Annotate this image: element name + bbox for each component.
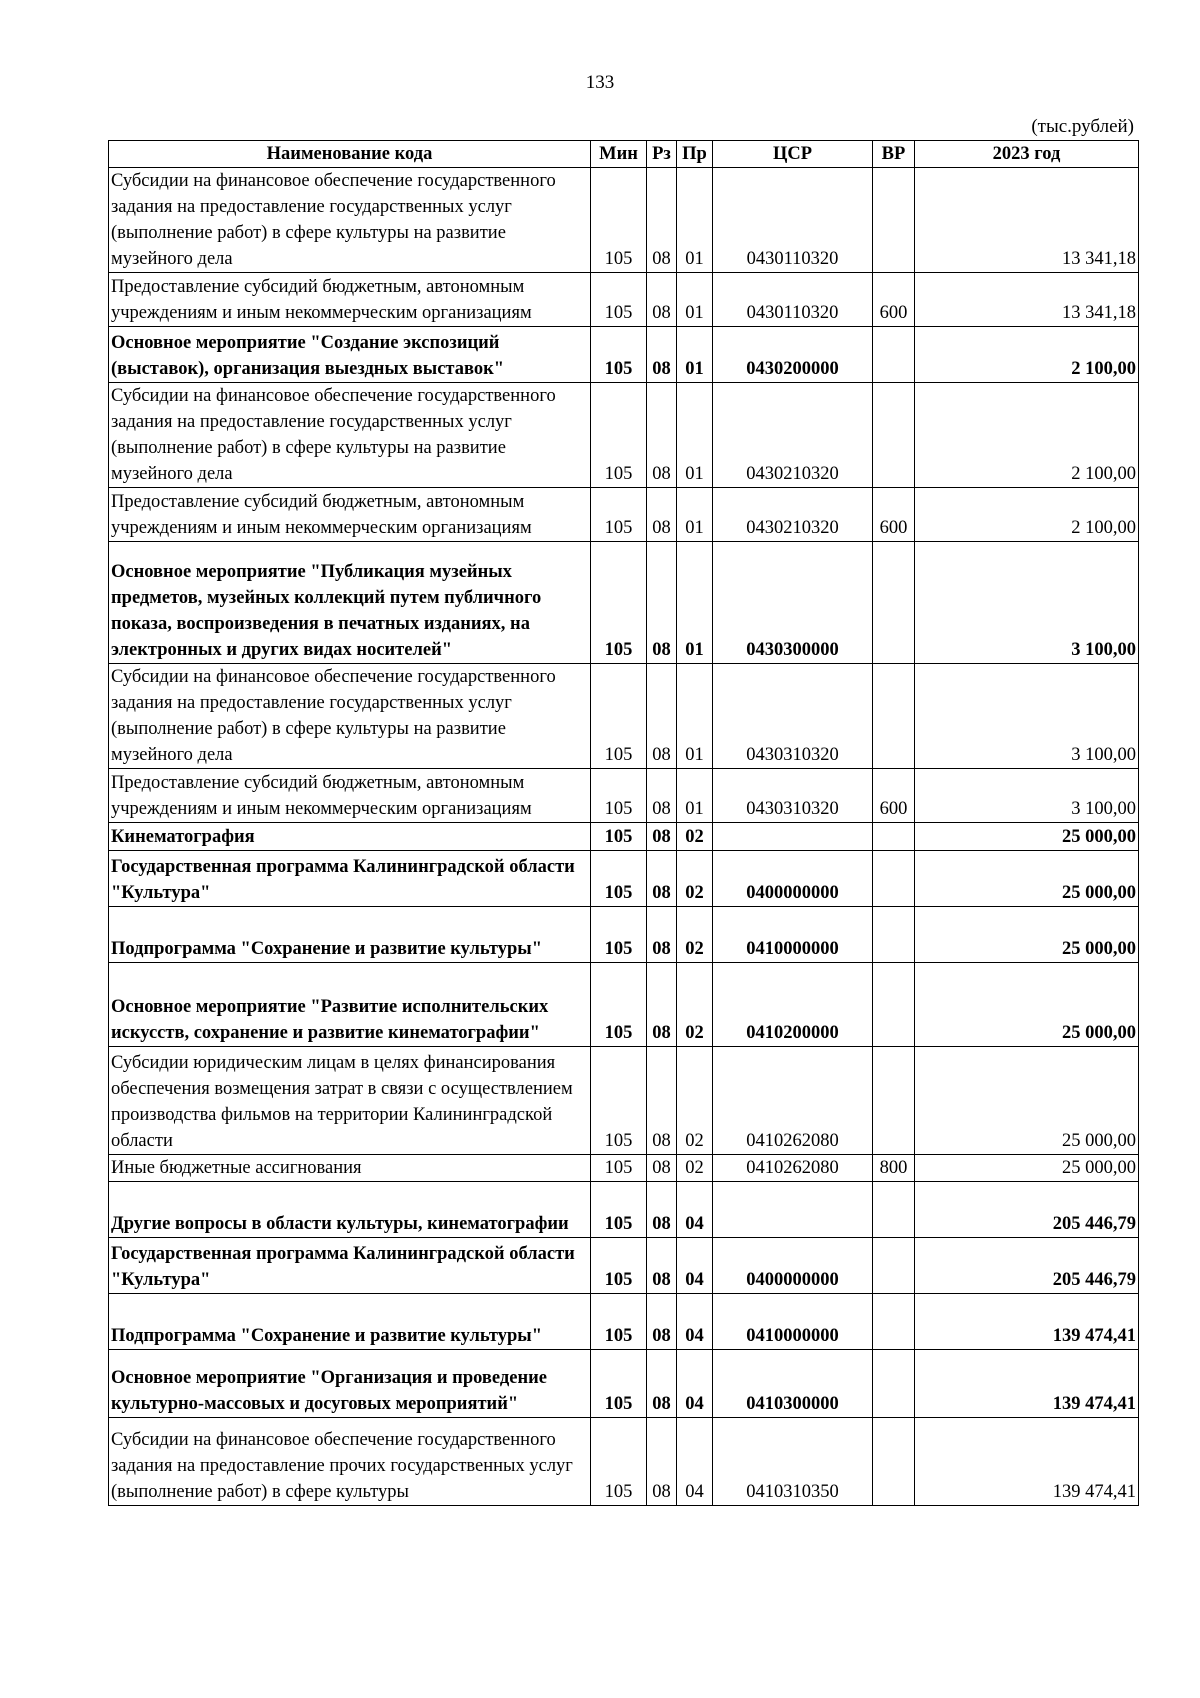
cell-vr bbox=[873, 383, 915, 488]
cell-pr: 01 bbox=[677, 273, 713, 327]
cell-rz: 08 bbox=[647, 327, 677, 383]
cell-rz: 08 bbox=[647, 168, 677, 273]
table-row bbox=[109, 1418, 1139, 1506]
cell-pr: 02 bbox=[677, 1155, 713, 1182]
cell-rz: 08 bbox=[647, 851, 677, 907]
table-row bbox=[109, 542, 1139, 664]
cell-rz: 08 bbox=[647, 664, 677, 769]
cell-vr bbox=[873, 1294, 915, 1350]
cell-min: 105 bbox=[591, 488, 647, 542]
cell-vr bbox=[873, 1182, 915, 1238]
cell-vr bbox=[873, 963, 915, 1047]
cell-min: 105 bbox=[591, 542, 647, 664]
cell-pr: 01 bbox=[677, 769, 713, 823]
cell-min: 105 bbox=[591, 664, 647, 769]
cell-amount: 3 100,00 bbox=[915, 664, 1139, 769]
cell-pr: 04 bbox=[677, 1350, 713, 1418]
cell-vr bbox=[873, 1238, 915, 1294]
table-row bbox=[109, 383, 1139, 488]
header-pr: Пр bbox=[677, 141, 713, 168]
cell-name: Предоставление субсидий бюджетным, автономным учреждениям и иным некоммерческим организациям bbox=[109, 488, 591, 542]
cell-rz: 08 bbox=[647, 963, 677, 1047]
cell-csr: 0430300000 bbox=[713, 542, 873, 664]
cell-rz: 08 bbox=[647, 383, 677, 488]
cell-min: 105 bbox=[591, 1418, 647, 1506]
header-min: Мин bbox=[591, 141, 647, 168]
cell-name: Субсидии юридическим лицам в целях финансирования обеспечения возмещения затрат в связи с осуществлением производства фильмов на территории Калининградской области bbox=[109, 1047, 591, 1155]
cell-pr: 01 bbox=[677, 383, 713, 488]
cell-vr bbox=[873, 823, 915, 851]
table-row bbox=[109, 1182, 1139, 1238]
cell-name: Субсидии на финансовое обеспечение государственного задания на предоставление государственных услуг (выполнение работ) в сфере культуры на развитие музейного дела bbox=[109, 168, 591, 273]
cell-amount: 13 341,18 bbox=[915, 168, 1139, 273]
table-row bbox=[109, 1350, 1139, 1418]
cell-pr: 04 bbox=[677, 1294, 713, 1350]
cell-vr bbox=[873, 907, 915, 963]
cell-vr bbox=[873, 1350, 915, 1418]
table-row bbox=[109, 769, 1139, 823]
cell-vr bbox=[873, 851, 915, 907]
cell-amount: 205 446,79 bbox=[915, 1238, 1139, 1294]
cell-csr: 0410310350 bbox=[713, 1418, 873, 1506]
cell-rz: 08 bbox=[647, 1418, 677, 1506]
cell-csr: 0410262080 bbox=[713, 1047, 873, 1155]
cell-min: 105 bbox=[591, 168, 647, 273]
page-number: 133 bbox=[585, 72, 615, 93]
cell-amount: 2 100,00 bbox=[915, 327, 1139, 383]
cell-amount: 139 474,41 bbox=[915, 1294, 1139, 1350]
cell-csr: 0430210320 bbox=[713, 383, 873, 488]
cell-pr: 02 bbox=[677, 1047, 713, 1155]
cell-csr: 0430110320 bbox=[713, 168, 873, 273]
cell-name: Кинематография bbox=[109, 823, 591, 851]
cell-min: 105 bbox=[591, 1238, 647, 1294]
cell-name: Субсидии на финансовое обеспечение государственного задания на предоставление государственных услуг (выполнение работ) в сфере культуры на развитие музейного дела bbox=[109, 383, 591, 488]
cell-name: Другие вопросы в области культуры, кинематографии bbox=[109, 1182, 591, 1238]
cell-vr: 600 bbox=[873, 273, 915, 327]
cell-name: Предоставление субсидий бюджетным, автономным учреждениям и иным некоммерческим организациям bbox=[109, 769, 591, 823]
table-row bbox=[109, 851, 1139, 907]
cell-csr: 0430210320 bbox=[713, 488, 873, 542]
cell-csr: 0430310320 bbox=[713, 769, 873, 823]
header-amount: 2023 год bbox=[915, 141, 1139, 168]
table-row bbox=[109, 1238, 1139, 1294]
cell-amount: 139 474,41 bbox=[915, 1350, 1139, 1418]
cell-rz: 08 bbox=[647, 1294, 677, 1350]
table-row bbox=[109, 1294, 1139, 1350]
cell-amount: 25 000,00 bbox=[915, 851, 1139, 907]
cell-csr: 0410262080 bbox=[713, 1155, 873, 1182]
cell-rz: 08 bbox=[647, 1182, 677, 1238]
cell-csr: 0410000000 bbox=[713, 907, 873, 963]
header-vr: ВР bbox=[873, 141, 915, 168]
cell-vr bbox=[873, 327, 915, 383]
cell-min: 105 bbox=[591, 1294, 647, 1350]
cell-csr: 0430200000 bbox=[713, 327, 873, 383]
cell-name: Предоставление субсидий бюджетным, автономным учреждениям и иным некоммерческим организациям bbox=[109, 273, 591, 327]
cell-min: 105 bbox=[591, 383, 647, 488]
cell-rz: 08 bbox=[647, 1350, 677, 1418]
cell-csr: 0410000000 bbox=[713, 1294, 873, 1350]
cell-rz: 08 bbox=[647, 273, 677, 327]
cell-min: 105 bbox=[591, 1350, 647, 1418]
cell-rz: 08 bbox=[647, 1238, 677, 1294]
cell-csr: 0400000000 bbox=[713, 1238, 873, 1294]
cell-vr: 600 bbox=[873, 488, 915, 542]
cell-name: Основное мероприятие "Публикация музейных предметов, музейных коллекций путем публичного показа, воспроизведения в печатных изданиях, на электронных и других видах носителей" bbox=[109, 542, 591, 664]
table-row bbox=[109, 823, 1139, 851]
cell-rz: 08 bbox=[647, 769, 677, 823]
table-row bbox=[109, 168, 1139, 273]
cell-vr bbox=[873, 1418, 915, 1506]
cell-pr: 01 bbox=[677, 664, 713, 769]
cell-name: Государственная программа Калининградской области "Культура" bbox=[109, 1238, 591, 1294]
cell-csr: 0400000000 bbox=[713, 851, 873, 907]
cell-amount: 25 000,00 bbox=[915, 907, 1139, 963]
cell-min: 105 bbox=[591, 273, 647, 327]
cell-name: Подпрограмма "Сохранение и развитие культуры" bbox=[109, 1294, 591, 1350]
cell-min: 105 bbox=[591, 327, 647, 383]
budget-table bbox=[108, 140, 1139, 1506]
cell-amount: 205 446,79 bbox=[915, 1182, 1139, 1238]
cell-name: Основное мероприятие "Создание экспозиций (выставок), организация выездных выставок" bbox=[109, 327, 591, 383]
cell-amount: 25 000,00 bbox=[915, 823, 1139, 851]
table-row bbox=[109, 1047, 1139, 1155]
cell-name: Субсидии на финансовое обеспечение государственного задания на предоставление государственных услуг (выполнение работ) в сфере культуры на развитие музейного дела bbox=[109, 664, 591, 769]
cell-amount: 3 100,00 bbox=[915, 769, 1139, 823]
cell-min: 105 bbox=[591, 1182, 647, 1238]
cell-amount: 2 100,00 bbox=[915, 383, 1139, 488]
table-row bbox=[109, 963, 1139, 1047]
cell-pr: 01 bbox=[677, 168, 713, 273]
cell-name: Субсидии на финансовое обеспечение государственного задания на предоставление прочих государственных услуг (выполнение работ) в сфере культуры bbox=[109, 1418, 591, 1506]
units-label: (тыс.рублей) bbox=[1031, 116, 1134, 137]
cell-rz: 08 bbox=[647, 907, 677, 963]
cell-rz: 08 bbox=[647, 1047, 677, 1155]
cell-amount: 25 000,00 bbox=[915, 963, 1139, 1047]
cell-min: 105 bbox=[591, 823, 647, 851]
table-row bbox=[109, 273, 1139, 327]
cell-rz: 08 bbox=[647, 542, 677, 664]
cell-name: Основное мероприятие "Развитие исполнительских искусств, сохранение и развитие кинематографии" bbox=[109, 963, 591, 1047]
cell-csr: 0430310320 bbox=[713, 664, 873, 769]
cell-pr: 04 bbox=[677, 1182, 713, 1238]
header-name: Наименование кода bbox=[109, 141, 591, 168]
table-row bbox=[109, 907, 1139, 963]
cell-rz: 08 bbox=[647, 488, 677, 542]
cell-pr: 01 bbox=[677, 542, 713, 664]
cell-csr: 0410300000 bbox=[713, 1350, 873, 1418]
cell-vr bbox=[873, 664, 915, 769]
cell-min: 105 bbox=[591, 907, 647, 963]
cell-name: Основное мероприятие "Организация и проведение культурно-массовых и досуговых мероприятий" bbox=[109, 1350, 591, 1418]
cell-amount: 3 100,00 bbox=[915, 542, 1139, 664]
cell-min: 105 bbox=[591, 851, 647, 907]
table-row bbox=[109, 327, 1139, 383]
cell-pr: 01 bbox=[677, 327, 713, 383]
cell-amount: 2 100,00 bbox=[915, 488, 1139, 542]
header-csr: ЦСР bbox=[713, 141, 873, 168]
header-rz: Рз bbox=[647, 141, 677, 168]
table-row bbox=[109, 664, 1139, 769]
table-row bbox=[109, 488, 1139, 542]
cell-pr: 02 bbox=[677, 823, 713, 851]
cell-min: 105 bbox=[591, 769, 647, 823]
cell-csr bbox=[713, 823, 873, 851]
cell-min: 105 bbox=[591, 1047, 647, 1155]
cell-rz: 08 bbox=[647, 823, 677, 851]
cell-csr bbox=[713, 1182, 873, 1238]
cell-pr: 04 bbox=[677, 1418, 713, 1506]
cell-pr: 02 bbox=[677, 907, 713, 963]
cell-vr bbox=[873, 168, 915, 273]
table-header-row bbox=[109, 141, 1139, 168]
cell-amount: 139 474,41 bbox=[915, 1418, 1139, 1506]
cell-vr bbox=[873, 542, 915, 664]
cell-name: Подпрограмма "Сохранение и развитие культуры" bbox=[109, 907, 591, 963]
cell-min: 105 bbox=[591, 963, 647, 1047]
cell-vr: 800 bbox=[873, 1155, 915, 1182]
cell-amount: 25 000,00 bbox=[915, 1047, 1139, 1155]
table-row bbox=[109, 1155, 1139, 1182]
cell-csr: 0410200000 bbox=[713, 963, 873, 1047]
cell-name: Государственная программа Калининградской области "Культура" bbox=[109, 851, 591, 907]
cell-name: Иные бюджетные ассигнования bbox=[109, 1155, 591, 1182]
cell-pr: 02 bbox=[677, 851, 713, 907]
cell-csr: 0430110320 bbox=[713, 273, 873, 327]
cell-pr: 02 bbox=[677, 963, 713, 1047]
cell-vr: 600 bbox=[873, 769, 915, 823]
cell-amount: 25 000,00 bbox=[915, 1155, 1139, 1182]
table-body bbox=[109, 168, 1139, 1506]
cell-pr: 01 bbox=[677, 488, 713, 542]
cell-min: 105 bbox=[591, 1155, 647, 1182]
cell-amount: 13 341,18 bbox=[915, 273, 1139, 327]
cell-pr: 04 bbox=[677, 1238, 713, 1294]
cell-vr bbox=[873, 1047, 915, 1155]
cell-rz: 08 bbox=[647, 1155, 677, 1182]
